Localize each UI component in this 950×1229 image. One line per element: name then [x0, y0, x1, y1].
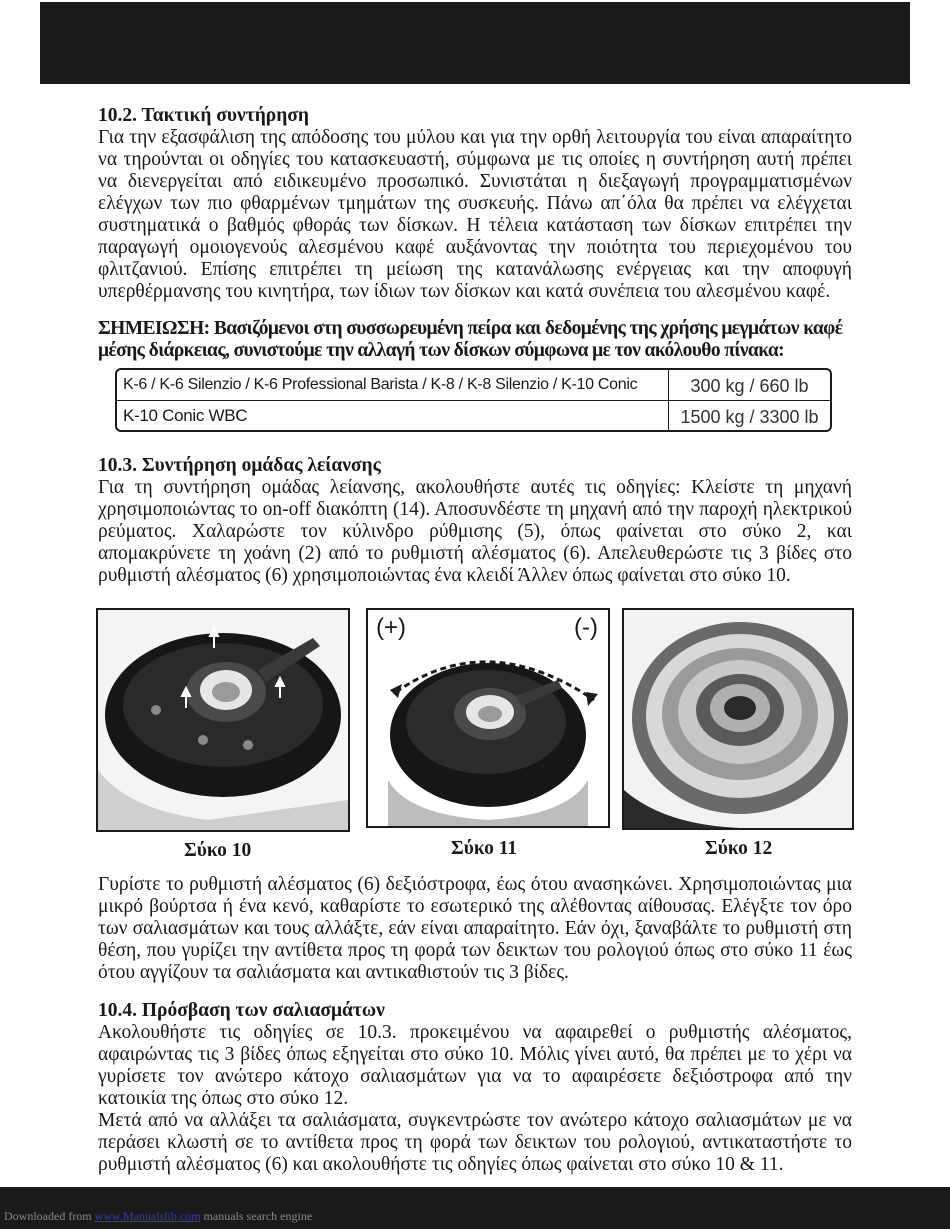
- section-heading: 10.4. Πρόσβαση των σαλιασμάτων: [98, 1000, 385, 1021]
- table-row: [117, 401, 830, 431]
- section-paragraph: Ακολουθήστε τις οδηγίες σε 10.3. προκειμένου να αφαιρεθεί ο ρυθμιστής αλέσματος, αφαιρώντας τις 3 βίδες όπως εξηγείται στο σύκο 10. Μόλις γίνει αυτό, θα πρέπει με το χέρι να γυρίσετε τον ανώτερο κάτοχο σαλιασμάτων για να το αφαιρέσετε δεξιόστροφα από την κατοικία της όπως στο σύκο 12.: [98, 1022, 852, 1109]
- grinder-top-screws-illustration: [98, 610, 348, 830]
- after-figures: [98, 874, 852, 984]
- table-cell-model: K-6 / K-6 Silenzio / K-6 Professional Barista / K-8 / K-8 Silenzio / K-10 Conic: [117, 370, 669, 400]
- section-10-4: [98, 1000, 852, 1176]
- figure-12: [622, 608, 854, 830]
- note: [98, 318, 852, 362]
- figure-11: [366, 608, 610, 828]
- section-10-3: [98, 455, 852, 587]
- section-paragraph: Για τη συντήρηση ομάδας λείανσης, ακολουθήστε αυτές τις οδηγίες: Κλείστε τη μηχανή χρησιμοποιώντας το on-off διακόπτη (14). Αποσυνδέστε τη μηχανή από την παροχή ηλεκτρικού ρεύματος. Χαλαρώστε τον κύλινδρο ρύθμισης (5), όπως φαίνεται στο σύκο 2, και απομακρύνετε τη χοάνη (2) από το ρυθμιστή αλέσματος (6). Απελευθερώστε τις 3 βίδες στο ρυθμιστή αλέσματος (6) χρησιμοποιώντας ένα κλειδί Άλλεν όπως φαίνεται στο σύκο 10.: [98, 477, 852, 586]
- section-10-2: [98, 105, 852, 303]
- minus-label: (-): [574, 614, 598, 641]
- figure-12-caption: Σύκο 12: [705, 838, 773, 859]
- table-cell-capacity: 1500 kg / 3300 lb: [680, 407, 819, 427]
- replacement-table: [115, 368, 832, 432]
- table-row: [117, 370, 830, 401]
- download-footer: [4, 1209, 312, 1224]
- section-paragraph: Μετά από να αλλάξει τα σαλιάσματα, συγκεντρώστε τον ανώτερο κάτοχο σαλιασμάτων με να περάσει κλωστή σε το αντίθετα προς τη φορά των δεικτων του ρολογιού, αντικαταστήστε το ρυθμιστή αλέσματος (6) και ακολουθήστε τις οδηγίες όπως φαίνεται στο σύκο 10 & 11.: [98, 1110, 852, 1175]
- note-text: ΣΗΜΕΙΩΣΗ: Βασιζόμενοι στη συσσωρευμένη πείρα και δεδομένης της χρήσης μεγμάτων καφέ μέσης διάρκειας, συνιστούμε την αλλαγή των δίσκων σύμφωνα με τον ακόλουθο πίνακα:: [98, 318, 843, 361]
- section-heading: 10.2. Τακτική συντήρηση: [98, 105, 309, 126]
- instruction-paragraph: Γυρίστε το ρυθμιστή αλέσματος (6) δεξιόστροφα, έως ότου ανασηκώνει. Χρησιμοποιώντας μια μικρό βούρτσα ή ένα κενό, καθαρίστε το εσωτερικό της αλέθοντας αίθουσας. Ελέγξτε τον όρο των σαλιασμάτων και τους αλλάξτε, εάν είναι απαραίτητο. Εάν όχι, ξαναβάλτε το ρυθμιστή στη θέση, που γυρίζει την αντίθετα προς τη φορά των δεικτων του ρολογιού όπως στο σύκο 11 έως ότου αγγίζουν τα σαλιάσματα και αντικαθιστούν τις 3 βίδες.: [98, 874, 852, 983]
- manualslib-link[interactable]: www.Manualslib.com: [94, 1209, 201, 1223]
- table-cell-capacity: 300 kg / 660 lb: [690, 376, 809, 396]
- grinder-adjustment-illustration: [368, 610, 608, 826]
- figure-10: [96, 608, 350, 832]
- footer-suffix: manuals search engine: [203, 1209, 313, 1223]
- header-band: [40, 2, 910, 84]
- footer-prefix: Downloaded from: [4, 1209, 92, 1223]
- figure-11-caption: Σύκο 11: [451, 838, 518, 859]
- table-cell-model: K-10 Conic WBC: [117, 401, 669, 431]
- burr-housing-illustration: [624, 610, 852, 828]
- figure-10-caption: Σύκο 10: [184, 840, 252, 861]
- plus-label: (+): [376, 614, 406, 641]
- section-heading: 10.3. Συντήρηση ομάδας λείανσης: [98, 455, 381, 476]
- section-paragraph: Για την εξασφάλιση της απόδοσης του μύλου και για την ορθή λειτουργία του είναι απαραίτητο να τηρούνται οι οδηγίες του κατασκευαστή, σύμφωνα με τις οποίες η συντήρηση αυτή πρέπει να διενεργείται από ειδικευμένο προσωπικό. Συνιστάται η διεξαγωγή προγραμματισμένων ελέγχων των πιο φθαρμένων τμημάτων της συσκευής. Πάνω απ΄όλα θα πρέπει να ελέγχεται συστηματικά ο βαθμός φθοράς των δίσκων. Η τέλεια κατάσταση των δίσκων επιτρέπει την παραγωγή ομοιογενούς αλεσμένου καφέ αυξάνοντας την ποιότητα του περιεχομένου του φλιτζανιού. Επίσης επιτρέπει τη μείωση της κατανάλωσης ενέργειας και την αποφυγή υπερθέρμανσης του κινητήρα, των ίδιων των δίσκων και κατά συνέπεια του αλεσμένου καφέ.: [98, 127, 852, 302]
